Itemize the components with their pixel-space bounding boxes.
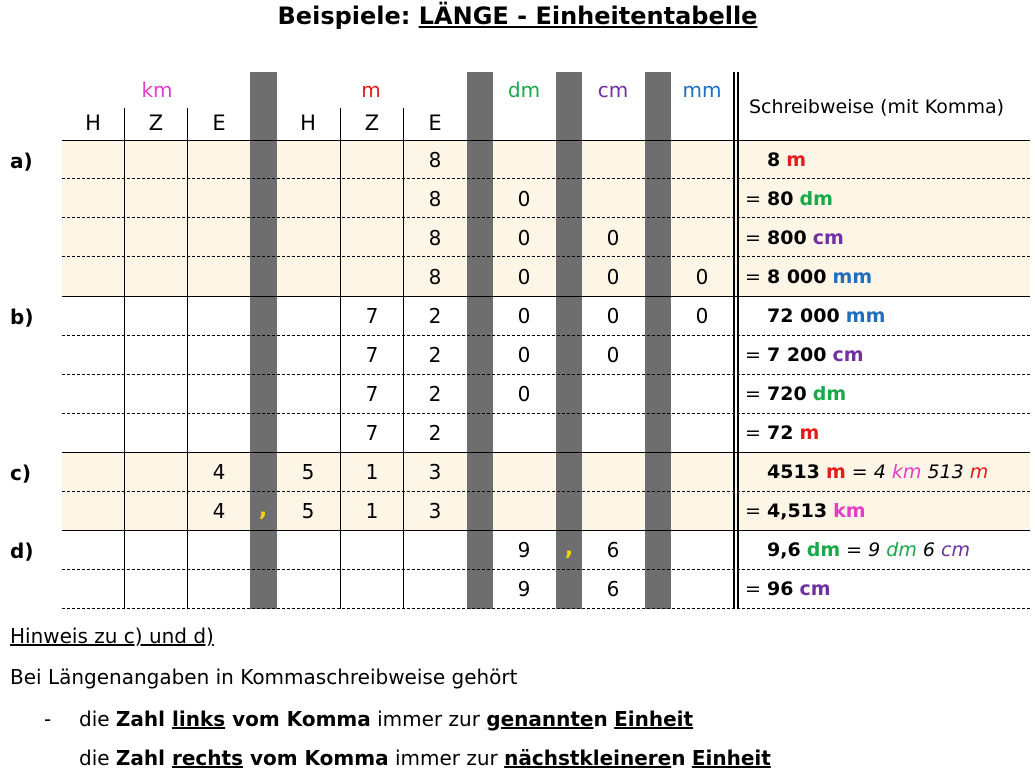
schreibweise-entry — [745, 227, 844, 249]
schreibweise-entry — [745, 500, 866, 522]
table-bottom-line — [62, 608, 1030, 609]
schreibweise-extra: = 9 — [840, 539, 887, 561]
row-divider — [62, 256, 1030, 257]
schreibweise-entry — [745, 188, 833, 210]
note-heading: Hinweis zu c) und d) — [10, 624, 214, 648]
subheader-m-e: E — [428, 111, 442, 135]
unit-header-mm: mm — [682, 78, 722, 102]
cell-dm: 9 — [517, 577, 531, 601]
double-line-right — [737, 72, 739, 609]
equals-sign: = — [745, 422, 761, 444]
schreibweise-unit: dm — [799, 188, 833, 210]
unit-header-km: km — [141, 78, 173, 102]
column-line — [124, 108, 125, 609]
schreibweise-extra: m — [969, 461, 989, 483]
schreibweise-value: 96 — [767, 578, 794, 600]
row-divider — [62, 569, 1030, 570]
cell-dm: 0 — [517, 382, 531, 406]
schreibweise-value: 7 200 — [767, 344, 827, 366]
schreibweise-entry — [745, 578, 831, 600]
decimal-comma: , — [564, 536, 574, 561]
schreibweise-extra: 6 — [916, 539, 942, 561]
schreibweise-unit: cm — [799, 578, 831, 600]
cell-dm: 9 — [517, 538, 531, 562]
separator-dm-cm — [556, 72, 582, 609]
cell-cm: 6 — [606, 538, 620, 562]
schreibweise-entry — [745, 344, 864, 366]
cell-m-e: 2 — [428, 421, 442, 445]
note-line-2: die Zahl rechts vom Komma immer zur nächstkleineren Einheit — [79, 746, 771, 770]
cell-m-e: 2 — [428, 304, 442, 328]
cell-m-z: 7 — [365, 343, 379, 367]
schreibweise-value: 72 000 — [767, 305, 840, 327]
title-prefix: Beispiele: — [277, 2, 419, 30]
double-line-left — [733, 72, 735, 609]
cell-mm: 0 — [695, 265, 709, 289]
cell-cm: 0 — [606, 226, 620, 250]
schreibweise-extra: dm — [886, 539, 917, 561]
subheader-km-e: E — [212, 111, 226, 135]
schreibweise-entry — [745, 149, 806, 171]
note-intro: Bei Längenangaben in Kommaschreibweise gehört — [10, 665, 518, 689]
decimal-comma: , — [258, 497, 268, 522]
cell-m-e: 2 — [428, 343, 442, 367]
cell-mm: 0 — [695, 304, 709, 328]
row-label-c: c) — [10, 461, 31, 485]
schreibweise-unit: dm — [812, 383, 847, 405]
cell-m-e: 8 — [428, 148, 442, 172]
cell-dm: 0 — [517, 343, 531, 367]
cell-cm: 0 — [606, 265, 620, 289]
schreibweise-unit: mm — [832, 266, 873, 288]
schreibweise-extra: = 4 — [845, 461, 892, 483]
separator-cm-mm — [645, 72, 671, 609]
title-main: LÄNGE - Einheitentabelle — [418, 2, 758, 30]
cell-m-e: 8 — [428, 265, 442, 289]
schreibweise-extra: cm — [941, 539, 970, 561]
subheader-km-h: H — [85, 111, 101, 135]
schreibweise-value: 80 — [767, 188, 794, 210]
header-divider — [62, 140, 1030, 141]
schreibweise-unit: m — [799, 422, 820, 444]
row-label-b: b) — [10, 305, 34, 329]
bullet-marker: - — [44, 707, 52, 731]
cell-m-h: 5 — [301, 460, 315, 484]
column-line — [187, 108, 188, 609]
cell-m-z: 7 — [365, 421, 379, 445]
equals-sign: = — [745, 344, 761, 366]
schreibweise-entry — [745, 422, 819, 444]
row-label-d: d) — [10, 539, 34, 563]
equals-sign: = — [745, 227, 761, 249]
subheader-m-z: Z — [364, 111, 380, 135]
row-divider — [62, 178, 1030, 179]
separator-m-dm — [467, 72, 493, 609]
group-divider — [62, 530, 1030, 531]
schreibweise-entry — [745, 383, 846, 405]
row-divider — [62, 335, 1030, 336]
row-label-a: a) — [10, 149, 33, 173]
subheader-m-h: H — [300, 111, 316, 135]
unit-header-cm: cm — [597, 78, 629, 102]
unit-header-m: m — [361, 78, 381, 102]
cell-m-z: 7 — [365, 304, 379, 328]
cell-cm: 0 — [606, 343, 620, 367]
cell-m-e: 3 — [428, 460, 442, 484]
cell-m-z: 7 — [365, 382, 379, 406]
schreibweise-value: 4513 — [767, 461, 820, 483]
row-divider — [62, 491, 1030, 492]
schreibweise-unit: m — [825, 461, 846, 483]
group-divider — [62, 296, 1030, 297]
schreibweise-value: 720 — [767, 383, 807, 405]
schreibweise-unit: dm — [806, 539, 841, 561]
cell-m-e: 2 — [428, 382, 442, 406]
schreibweise-unit: cm — [812, 227, 844, 249]
schreibweise-unit: mm — [845, 305, 886, 327]
cell-m-z: 1 — [365, 499, 379, 523]
schreibweise-header: Schreibweise (mit Komma) — [749, 96, 1005, 118]
schreibweise-extra: 513 — [921, 461, 970, 483]
schreibweise-value: 9,6 — [767, 539, 801, 561]
row-divider — [62, 217, 1030, 218]
subheader-km-z: Z — [148, 111, 164, 135]
equals-sign: = — [745, 578, 761, 600]
schreibweise-value: 8 — [767, 149, 781, 171]
schreibweise-unit: km — [833, 500, 866, 522]
cell-km-e: 4 — [212, 499, 226, 523]
schreibweise-value: 4,513 — [767, 500, 828, 522]
cell-cm: 0 — [606, 304, 620, 328]
cell-dm: 0 — [517, 187, 531, 211]
cell-m-e: 3 — [428, 499, 442, 523]
row-divider — [62, 413, 1030, 414]
schreibweise-value: 72 — [767, 422, 794, 444]
cell-dm: 0 — [517, 265, 531, 289]
group-divider — [62, 452, 1030, 453]
schreibweise-unit: cm — [832, 344, 864, 366]
schreibweise-entry — [745, 539, 970, 561]
equals-sign: = — [745, 188, 761, 210]
cell-cm: 6 — [606, 577, 620, 601]
cell-m-e: 8 — [428, 187, 442, 211]
separator-km-m — [250, 72, 277, 609]
cell-km-e: 4 — [212, 460, 226, 484]
schreibweise-unit: m — [786, 149, 807, 171]
row-divider — [62, 374, 1030, 375]
cell-m-h: 5 — [301, 499, 315, 523]
equals-sign: = — [745, 266, 761, 288]
equals-sign: = — [745, 500, 761, 522]
cell-m-z: 1 — [365, 460, 379, 484]
schreibweise-value: 8 000 — [767, 266, 827, 288]
equals-sign: = — [745, 383, 761, 405]
cell-m-e: 8 — [428, 226, 442, 250]
schreibweise-extra: km — [891, 461, 922, 483]
schreibweise-entry — [745, 266, 872, 288]
unit-header-dm: dm — [507, 78, 541, 102]
schreibweise-value: 800 — [767, 227, 807, 249]
cell-dm: 0 — [517, 304, 531, 328]
schreibweise-entry — [745, 461, 988, 483]
note-line-1: die Zahl links vom Komma immer zur genannten Einheit — [79, 707, 694, 731]
schreibweise-entry — [745, 305, 885, 327]
cell-dm: 0 — [517, 226, 531, 250]
